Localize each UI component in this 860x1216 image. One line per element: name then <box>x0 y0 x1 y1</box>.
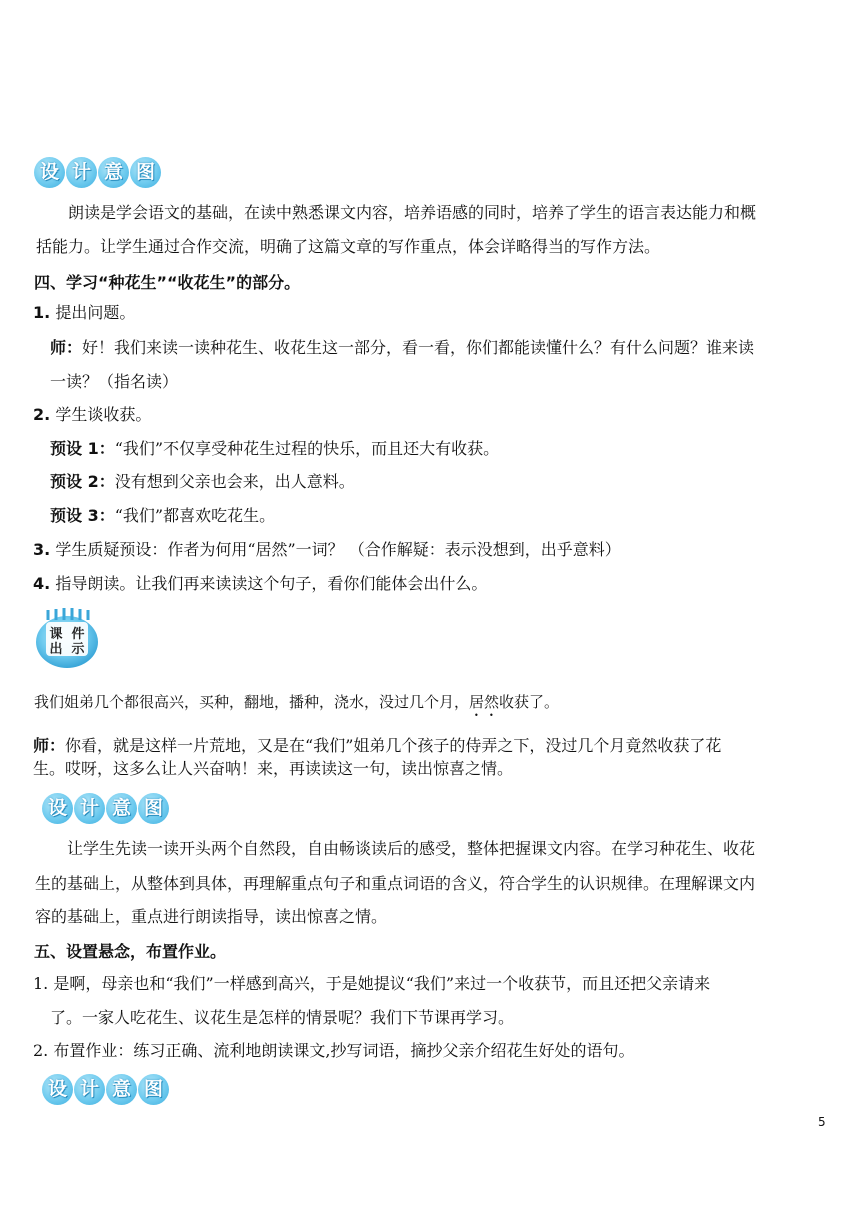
badge-char: 意 <box>106 1074 137 1105</box>
item-note: （合作解疑：表示没想到，出乎意料） <box>348 540 621 559</box>
item-number: 3. <box>33 540 51 559</box>
preset-1 <box>50 439 499 459</box>
courseware-char: 出 <box>49 642 63 657</box>
badge-char: 计 <box>74 1074 105 1105</box>
section4-heading: 四、学习“种花生”“收花生”的部分。 <box>34 273 301 292</box>
intent2-line2: 生的基础上，从整体到具体，再理解重点句子和重点词语的含义，符合学生的认识规律。在理解课文内 <box>35 874 756 893</box>
preset-2 <box>50 472 355 492</box>
s5-item1-line1: 1. 是啊，母亲也和“我们”一样感到高兴，于是她提议“我们”来过一个收获节，而且还把父亲请来 <box>33 974 711 993</box>
courseware-char: 课 <box>49 627 63 642</box>
design-intent-badge <box>42 1074 169 1105</box>
s4-item3 <box>33 540 621 560</box>
teacher-text: 好！我们来读一读种花生、收花生这一部分，看一看，你们都能读懂什么？有什么问题？谁来读 <box>82 338 755 357</box>
s4-item4 <box>33 574 487 594</box>
s5-item1-line2: 了。一家人吃花生、议花生是怎样的情景呢？我们下节课再学习。 <box>50 1008 515 1027</box>
badge-char: 图 <box>130 157 161 188</box>
s4-item1 <box>33 303 135 323</box>
preset-text: “我们”不仅享受种花生过程的快乐，而且还大有收获。 <box>114 439 500 458</box>
badge-char: 计 <box>74 793 105 824</box>
badge-char: 图 <box>138 1074 169 1105</box>
intent2-line1: 让学生先读一读开头两个自然段，自由畅谈读后的感受，整体把握课文内容。在学习种花生、收花 <box>67 839 756 858</box>
courseware-display-icon <box>34 608 100 670</box>
badge-char: 设 <box>42 793 73 824</box>
quote-emphasis: 居然 <box>469 693 500 711</box>
badge-char: 图 <box>138 793 169 824</box>
item-number: 1. <box>33 303 51 322</box>
teacher1-line2: 一读？（指名读） <box>50 372 179 391</box>
courseware-char: 件 <box>71 627 85 642</box>
s5-item2: 2. 布置作业：练习正确、流利地朗读课文,抄写词语，摘抄父亲介绍花生好处的语句。 <box>33 1041 635 1060</box>
design-intent-badge <box>34 157 161 188</box>
item-text: 指导朗读。让我们再来读读这个句子，看你们能体会出什么。 <box>55 574 488 593</box>
item-number: 4. <box>33 574 51 593</box>
preset-label: 预设 1： <box>50 439 115 458</box>
item-text: 学生谈收获。 <box>55 405 152 424</box>
preset-label: 预设 3： <box>50 506 115 525</box>
quote-before: 我们姐弟几个都很高兴，买种，翻地，播种，浇水，没过几个月， <box>34 693 470 711</box>
badge-char: 意 <box>98 157 129 188</box>
badge-char: 设 <box>34 157 65 188</box>
section5-heading: 五、设置悬念，布置作业。 <box>34 942 227 961</box>
teacher-label: 师： <box>50 338 83 357</box>
quote-after: 收获了。 <box>499 693 560 711</box>
teacher-text: 你看，就是这样一片荒地，又是在“我们”姐弟几个孩子的侍弄之下，没过几个月竟然收获了花 <box>65 736 722 755</box>
s4-item2 <box>33 405 151 425</box>
teacher2-line2: 生。哎呀，这多么让人兴奋呐！来，再读读这一句，读出惊喜之情。 <box>33 759 514 778</box>
preset-text: “我们”都喜欢吃花生。 <box>114 506 276 525</box>
item-text: 学生质疑预设：作者为何用“居然”一词？ <box>55 540 349 559</box>
item-text: 提出问题。 <box>55 303 136 322</box>
teacher1-line1 <box>50 338 754 358</box>
quote-sentence <box>34 692 559 720</box>
design-intent-badge <box>42 793 169 824</box>
teacher-label: 师： <box>33 736 66 755</box>
courseware-char: 示 <box>71 642 85 657</box>
badge-char: 意 <box>106 793 137 824</box>
preset-3 <box>50 506 275 526</box>
item-number: 2. <box>33 405 51 424</box>
badge-char: 计 <box>66 157 97 188</box>
preset-label: 预设 2： <box>50 472 115 491</box>
intent1-line2: 括能力。让学生通过合作交流，明确了这篇文章的写作重点，体会详略得当的写作方法。 <box>36 237 661 256</box>
page-number: 5 <box>818 1115 826 1129</box>
intent2-line3: 容的基础上，重点进行朗读指导，读出惊喜之情。 <box>35 907 388 926</box>
preset-text: 没有想到父亲也会来，出人意料。 <box>114 472 355 491</box>
intent1-line1: 朗读是学会语文的基础，在读中熟悉课文内容，培养语感的同时，培养了学生的语言表达能力和概 <box>68 203 757 222</box>
teacher2-line1 <box>33 736 721 756</box>
badge-char: 设 <box>42 1074 73 1105</box>
